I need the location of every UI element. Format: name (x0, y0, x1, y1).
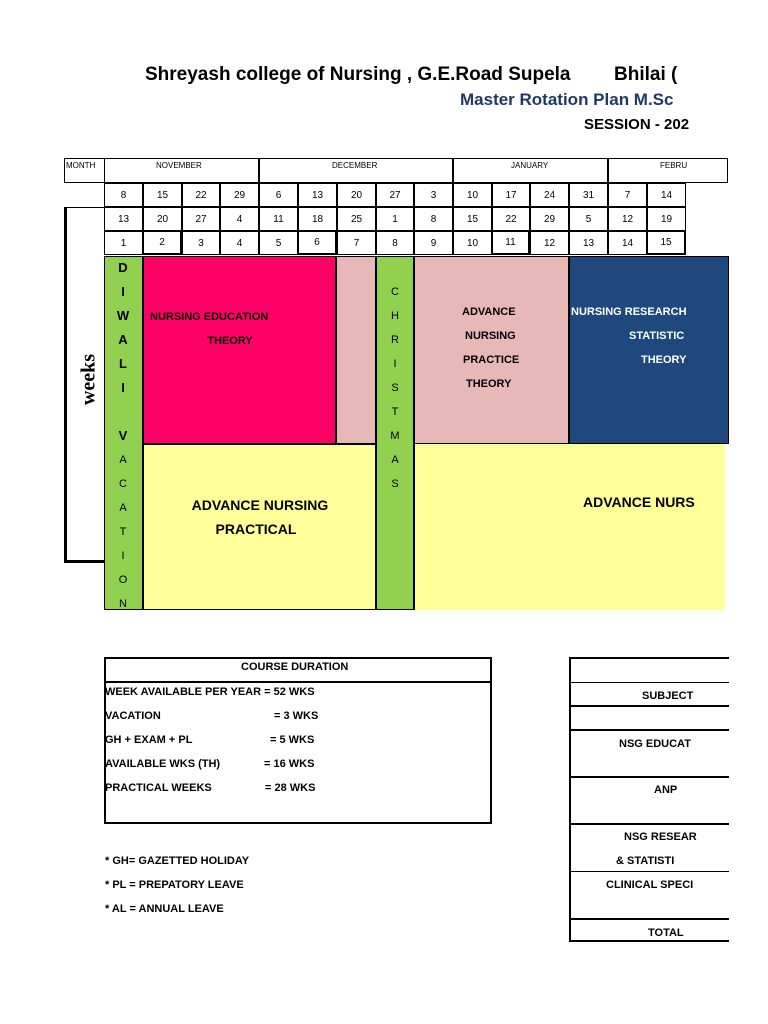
session-label: SESSION - 202 (584, 116, 690, 133)
course-duration-row-label: VACATION (105, 710, 161, 722)
christmas-letter: R (391, 334, 399, 346)
note-line: * AL = ANNUAL LEAVE (105, 903, 224, 915)
practical-line1: ADVANCE NURSING (191, 497, 329, 513)
subject-table-divider (569, 705, 729, 707)
note-line: * GH= GAZETTED HOLIDAY (105, 855, 250, 867)
subject-table-divider (569, 823, 729, 825)
week-cell-row-start-8: 27 (376, 183, 414, 207)
research-line2: STATISTIC (629, 330, 685, 342)
week-cell-row-week-10: 10 (453, 231, 492, 255)
week-cell-row-end-4: 4 (220, 207, 259, 231)
anp-line2: NURSING (465, 330, 516, 342)
week-cell-row-end-8: 1 (376, 207, 414, 231)
course-duration-row-value: = 16 WKS (264, 758, 315, 770)
week-cell-row-week-5: 5 (259, 231, 298, 255)
practice-theory-block-left (336, 256, 376, 444)
subject-table-cell: & STATISTI (616, 855, 675, 867)
diwali-letter: C (119, 478, 127, 490)
week-cell-row-week-13: 13 (569, 231, 608, 255)
week-cell-row-end-1: 13 (104, 207, 143, 231)
christmas-letter: S (391, 382, 399, 394)
subject-table-cell: SUBJECT (642, 690, 694, 702)
subject-table-divider (569, 871, 729, 872)
week-cell-row-week-1: 1 (104, 231, 143, 255)
month-november: NOVEMBER (156, 161, 202, 170)
week-cell-row-start-1: 8 (104, 183, 143, 207)
diwali-letter: V (118, 428, 128, 443)
anp-line1: ADVANCE (462, 306, 516, 318)
week-cell-row-week-4: 4 (220, 231, 259, 255)
subject-table-divider (569, 918, 729, 920)
week-cell-row-end-10: 15 (453, 207, 492, 231)
christmas-letter: A (391, 454, 399, 466)
note-line: * PL = PREPATORY LEAVE (105, 879, 244, 891)
week-cell-row-start-15: 14 (647, 183, 686, 207)
diwali-letter: W (116, 308, 130, 323)
week-cell-row-start-13: 31 (569, 183, 608, 207)
diwali-letter: A (119, 454, 127, 466)
subject-table-divider (569, 776, 729, 778)
course-duration-row-label: WEEK AVAILABLE PER YEAR = 52 WKS (105, 686, 315, 698)
week-cell-row-end-6: 18 (298, 207, 337, 231)
week-cell-row-end-15: 19 (647, 207, 686, 231)
diwali-letter: I (121, 284, 125, 299)
week-cell-row-start-2: 15 (143, 183, 182, 207)
weeks-label: weeks (77, 353, 100, 406)
week-cell-row-week-15: 15 (647, 231, 686, 255)
week-cell-row-start-9: 3 (414, 183, 453, 207)
diwali-letter: N (119, 598, 127, 610)
christmas-letter: H (391, 310, 399, 322)
week-cell-row-start-6: 13 (298, 183, 337, 207)
christmas-letter: I (393, 358, 397, 370)
advance-nursing-practical-right-block (414, 444, 725, 610)
week-cell-row-end-14: 12 (608, 207, 647, 231)
course-duration-title: COURSE DURATION (241, 661, 349, 673)
week-cell-row-start-14: 7 (608, 183, 647, 207)
week-cell-row-end-5: 11 (259, 207, 298, 231)
week-cell-row-week-6: 6 (298, 231, 337, 255)
course-duration-row-value: = 3 WKS (274, 710, 319, 722)
week-cell-row-end-7: 25 (337, 207, 376, 231)
christmas-letter: C (391, 286, 399, 298)
nursing-education-line1: NURSING EDUCATION (150, 311, 269, 323)
plan-subtitle: Master Rotation Plan M.Sc (460, 90, 674, 109)
week-cell-row-week-14: 14 (608, 231, 647, 255)
subject-table-cell: NSG RESEAR (624, 831, 697, 843)
subject-table-divider (569, 682, 729, 683)
week-cell-row-week-12: 12 (530, 231, 569, 255)
subject-table-cell: NSG EDUCAT (619, 738, 691, 750)
course-duration-row-label: AVAILABLE WKS (TH) (105, 758, 221, 770)
week-cell-row-start-11: 17 (492, 183, 530, 207)
week-cell-row-week-7: 7 (337, 231, 376, 255)
week-cell-row-start-5: 6 (259, 183, 298, 207)
week-cell-row-start-10: 10 (453, 183, 492, 207)
research-line1: NURSING RESEARCH (571, 306, 687, 318)
week-cell-row-end-3: 27 (182, 207, 220, 231)
month-label: MONTH (66, 161, 96, 170)
week-cell-row-start-12: 24 (530, 183, 569, 207)
diwali-letter: I (121, 380, 125, 395)
subject-table-cell: CLINICAL SPECI (606, 879, 694, 891)
nursing-education-line2: THEORY (207, 335, 253, 347)
subject-table-cell: ANP (654, 784, 678, 796)
week-cell-row-week-3: 3 (182, 231, 220, 255)
diwali-letter: I (121, 550, 125, 562)
christmas-letter: M (390, 430, 400, 442)
subject-table-divider (569, 729, 729, 731)
diwali-letter: L (119, 356, 127, 371)
christmas-letter: S (391, 478, 399, 490)
diwali-letter: A (118, 332, 128, 347)
page-title-location: Bhilai ( (614, 64, 678, 85)
diwali-letter: T (119, 526, 127, 538)
week-cell-row-start-7: 20 (337, 183, 376, 207)
week-cell-row-start-3: 22 (182, 183, 220, 207)
course-duration-row-label: GH + EXAM + PL (105, 734, 193, 746)
anp-line3: PRACTICE (463, 354, 520, 366)
week-cell-row-end-12: 29 (530, 207, 569, 231)
week-cell-row-end-2: 20 (143, 207, 182, 231)
course-duration-divider (104, 681, 492, 683)
week-cell-row-week-9: 9 (414, 231, 453, 255)
week-cell-row-start-4: 29 (220, 183, 259, 207)
course-duration-row-value: = 28 WKS (265, 782, 316, 794)
advance-nursing-right-label: ADVANCE NURS (583, 494, 695, 510)
week-cell-row-week-8: 8 (376, 231, 414, 255)
course-duration-row-value: = 5 WKS (270, 734, 315, 746)
week-cell-row-end-11: 22 (492, 207, 530, 231)
month-january: JANUARY (511, 161, 549, 170)
practical-line2: PRACTICAL (215, 521, 297, 537)
christmas-letter: T (391, 406, 399, 418)
course-duration-row-label: PRACTICAL WEEKS (105, 782, 212, 794)
month-february: FEBRU (660, 161, 688, 170)
week-cell-row-week-11: 11 (492, 231, 530, 255)
diwali-letter: O (118, 574, 128, 586)
research-line3: THEORY (641, 354, 687, 366)
month-december: DECEMBER (332, 161, 378, 170)
diwali-letter: D (118, 260, 128, 275)
week-cell-row-end-9: 8 (414, 207, 453, 231)
subject-table-cell: TOTAL (648, 927, 684, 939)
week-cell-row-end-13: 5 (569, 207, 608, 231)
diwali-letter: A (119, 502, 127, 514)
anp-line4: THEORY (466, 378, 512, 390)
page-title: Shreyash college of Nursing , G.E.Road Supela (145, 64, 571, 85)
week-cell-row-week-2: 2 (143, 231, 182, 255)
